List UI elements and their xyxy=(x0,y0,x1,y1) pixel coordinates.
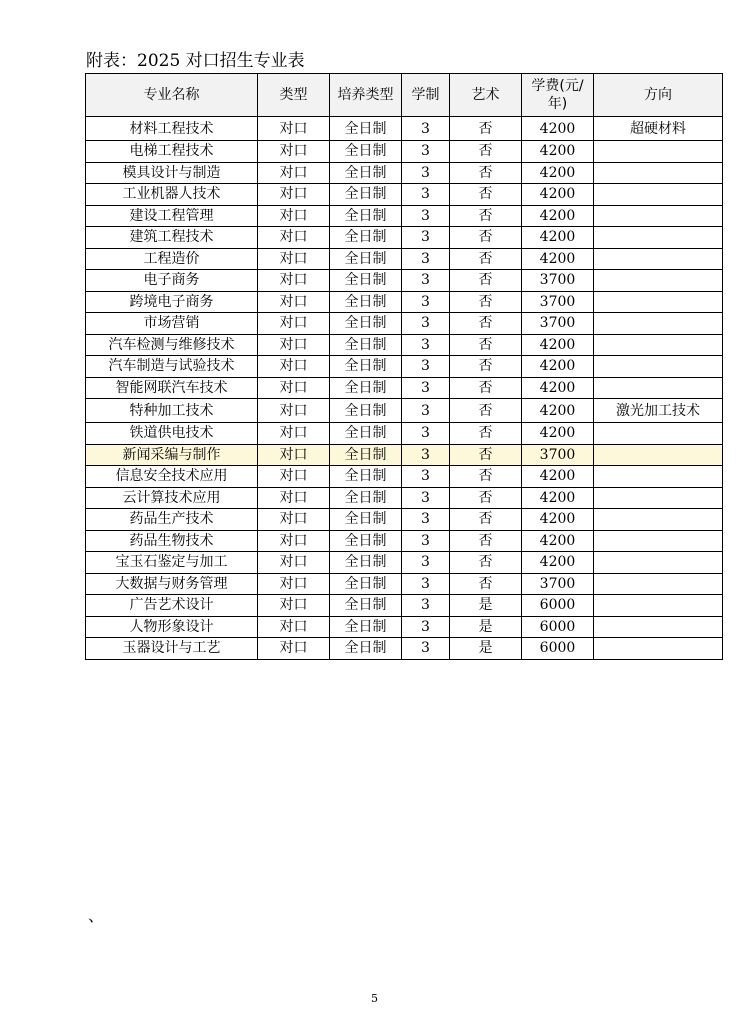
art-cell: 否 xyxy=(450,552,522,574)
direction-cell xyxy=(594,248,723,270)
tuition-cell: 4200 xyxy=(522,141,594,163)
art-cell: 否 xyxy=(450,117,522,141)
art-cell: 否 xyxy=(450,573,522,595)
major-name-cell: 电子商务 xyxy=(86,270,258,292)
major-name-cell: 药品生产技术 xyxy=(86,509,258,531)
duration-cell: 3 xyxy=(402,466,450,488)
art-cell: 否 xyxy=(450,291,522,313)
study-mode-cell: 全日制 xyxy=(330,444,402,466)
column-header: 类型 xyxy=(258,74,330,117)
direction-cell xyxy=(594,270,723,292)
study-mode-cell: 全日制 xyxy=(330,117,402,141)
art-cell: 否 xyxy=(450,270,522,292)
tuition-cell: 4200 xyxy=(522,552,594,574)
table-header-row xyxy=(86,74,723,117)
major-name-cell: 玉器设计与工艺 xyxy=(86,638,258,660)
tuition-cell: 4200 xyxy=(522,466,594,488)
study-mode-cell: 全日制 xyxy=(330,399,402,423)
tuition-cell: 3700 xyxy=(522,270,594,292)
duration-cell: 3 xyxy=(402,399,450,423)
study-mode-cell: 全日制 xyxy=(330,162,402,184)
art-cell: 是 xyxy=(450,595,522,617)
direction-cell xyxy=(594,509,723,531)
column-header: 培养类型 xyxy=(330,74,402,117)
tuition-cell: 4200 xyxy=(522,184,594,206)
art-cell: 否 xyxy=(450,423,522,445)
type-cell: 对口 xyxy=(258,638,330,660)
study-mode-cell: 全日制 xyxy=(330,509,402,531)
study-mode-cell: 全日制 xyxy=(330,291,402,313)
direction-cell: 激光加工技术 xyxy=(594,399,723,423)
tuition-cell: 4200 xyxy=(522,205,594,227)
art-cell: 否 xyxy=(450,141,522,163)
study-mode-cell: 全日制 xyxy=(330,313,402,335)
type-cell: 对口 xyxy=(258,313,330,335)
type-cell: 对口 xyxy=(258,377,330,399)
direction-cell xyxy=(594,552,723,574)
art-cell: 是 xyxy=(450,616,522,638)
study-mode-cell: 全日制 xyxy=(330,616,402,638)
document-title: 附表：2025 对口招生专业表 xyxy=(86,51,305,71)
tuition-cell: 6000 xyxy=(522,638,594,660)
tuition-cell: 4200 xyxy=(522,509,594,531)
study-mode-cell: 全日制 xyxy=(330,377,402,399)
study-mode-cell: 全日制 xyxy=(330,356,402,378)
duration-cell: 3 xyxy=(402,356,450,378)
tuition-cell: 4200 xyxy=(522,399,594,423)
study-mode-cell: 全日制 xyxy=(330,487,402,509)
major-name-cell: 工程造价 xyxy=(86,248,258,270)
type-cell: 对口 xyxy=(258,444,330,466)
tuition-cell: 3700 xyxy=(522,291,594,313)
type-cell: 对口 xyxy=(258,248,330,270)
major-name-cell: 智能网联汽车技术 xyxy=(86,377,258,399)
direction-cell xyxy=(594,313,723,335)
duration-cell: 3 xyxy=(402,162,450,184)
study-mode-cell: 全日制 xyxy=(330,573,402,595)
major-name-cell: 模具设计与制造 xyxy=(86,162,258,184)
study-mode-cell: 全日制 xyxy=(330,205,402,227)
major-name-cell: 建筑工程技术 xyxy=(86,227,258,249)
major-name-cell: 电梯工程技术 xyxy=(86,141,258,163)
type-cell: 对口 xyxy=(258,270,330,292)
table-row xyxy=(86,184,723,206)
duration-cell: 3 xyxy=(402,552,450,574)
table-row xyxy=(86,509,723,531)
table-row xyxy=(86,248,723,270)
major-name-cell: 人物形象设计 xyxy=(86,616,258,638)
type-cell: 对口 xyxy=(258,616,330,638)
direction-cell xyxy=(594,487,723,509)
art-cell: 否 xyxy=(450,466,522,488)
direction-cell xyxy=(594,291,723,313)
direction-cell xyxy=(594,356,723,378)
major-name-cell: 铁道供电技术 xyxy=(86,423,258,445)
duration-cell: 3 xyxy=(402,270,450,292)
table-row xyxy=(86,227,723,249)
study-mode-cell: 全日制 xyxy=(330,530,402,552)
table-row xyxy=(86,552,723,574)
table-row xyxy=(86,291,723,313)
direction-cell: 超硬材料 xyxy=(594,117,723,141)
table-row xyxy=(86,334,723,356)
art-cell: 否 xyxy=(450,227,522,249)
table-row xyxy=(86,162,723,184)
tuition-cell: 4200 xyxy=(522,530,594,552)
tuition-cell: 4200 xyxy=(522,334,594,356)
tuition-cell: 4200 xyxy=(522,162,594,184)
direction-cell xyxy=(594,616,723,638)
study-mode-cell: 全日制 xyxy=(330,466,402,488)
art-cell: 否 xyxy=(450,399,522,423)
study-mode-cell: 全日制 xyxy=(330,227,402,249)
table-row xyxy=(86,117,723,141)
table-row xyxy=(86,573,723,595)
tuition-cell: 4200 xyxy=(522,248,594,270)
major-name-cell: 汽车制造与试验技术 xyxy=(86,356,258,378)
art-cell: 否 xyxy=(450,509,522,531)
direction-cell xyxy=(594,205,723,227)
duration-cell: 3 xyxy=(402,205,450,227)
table-row xyxy=(86,313,723,335)
direction-cell xyxy=(594,334,723,356)
type-cell: 对口 xyxy=(258,356,330,378)
tuition-cell: 4200 xyxy=(522,377,594,399)
table-row xyxy=(86,205,723,227)
duration-cell: 3 xyxy=(402,423,450,445)
art-cell: 否 xyxy=(450,205,522,227)
duration-cell: 3 xyxy=(402,444,450,466)
study-mode-cell: 全日制 xyxy=(330,552,402,574)
art-cell: 否 xyxy=(450,184,522,206)
art-cell: 否 xyxy=(450,377,522,399)
tuition-cell: 4200 xyxy=(522,423,594,445)
tuition-cell: 4200 xyxy=(522,227,594,249)
major-name-cell: 药品生物技术 xyxy=(86,530,258,552)
duration-cell: 3 xyxy=(402,141,450,163)
type-cell: 对口 xyxy=(258,291,330,313)
type-cell: 对口 xyxy=(258,162,330,184)
column-header: 学制 xyxy=(402,74,450,117)
column-header: 方向 xyxy=(594,74,723,117)
major-name-cell: 云计算技术应用 xyxy=(86,487,258,509)
table-body xyxy=(86,117,723,660)
tuition-cell: 6000 xyxy=(522,616,594,638)
duration-cell: 3 xyxy=(402,530,450,552)
direction-cell xyxy=(594,227,723,249)
direction-cell xyxy=(594,141,723,163)
type-cell: 对口 xyxy=(258,141,330,163)
study-mode-cell: 全日制 xyxy=(330,184,402,206)
table-row xyxy=(86,399,723,423)
direction-cell xyxy=(594,638,723,660)
tuition-cell: 6000 xyxy=(522,595,594,617)
tuition-cell: 4200 xyxy=(522,356,594,378)
art-cell: 否 xyxy=(450,487,522,509)
study-mode-cell: 全日制 xyxy=(330,423,402,445)
art-cell: 否 xyxy=(450,313,522,335)
table-row xyxy=(86,487,723,509)
art-cell: 否 xyxy=(450,162,522,184)
art-cell: 否 xyxy=(450,356,522,378)
column-header: 艺术 xyxy=(450,74,522,117)
type-cell: 对口 xyxy=(258,399,330,423)
major-name-cell: 广告艺术设计 xyxy=(86,595,258,617)
direction-cell xyxy=(594,595,723,617)
duration-cell: 3 xyxy=(402,638,450,660)
art-cell: 否 xyxy=(450,530,522,552)
major-name-cell: 市场营销 xyxy=(86,313,258,335)
table-row xyxy=(86,444,723,466)
major-name-cell: 跨境电子商务 xyxy=(86,291,258,313)
duration-cell: 3 xyxy=(402,313,450,335)
study-mode-cell: 全日制 xyxy=(330,334,402,356)
type-cell: 对口 xyxy=(258,595,330,617)
duration-cell: 3 xyxy=(402,595,450,617)
type-cell: 对口 xyxy=(258,466,330,488)
study-mode-cell: 全日制 xyxy=(330,638,402,660)
duration-cell: 3 xyxy=(402,248,450,270)
column-header: 专业名称 xyxy=(86,74,258,117)
study-mode-cell: 全日制 xyxy=(330,141,402,163)
tuition-cell: 3700 xyxy=(522,313,594,335)
type-cell: 对口 xyxy=(258,552,330,574)
direction-cell xyxy=(594,530,723,552)
duration-cell: 3 xyxy=(402,334,450,356)
duration-cell: 3 xyxy=(402,573,450,595)
major-name-cell: 汽车检测与维修技术 xyxy=(86,334,258,356)
major-name-cell: 大数据与财务管理 xyxy=(86,573,258,595)
direction-cell xyxy=(594,466,723,488)
direction-cell xyxy=(594,423,723,445)
table-row xyxy=(86,595,723,617)
type-cell: 对口 xyxy=(258,487,330,509)
direction-cell xyxy=(594,444,723,466)
duration-cell: 3 xyxy=(402,117,450,141)
table-row xyxy=(86,466,723,488)
table-row xyxy=(86,423,723,445)
art-cell: 否 xyxy=(450,444,522,466)
duration-cell: 3 xyxy=(402,377,450,399)
duration-cell: 3 xyxy=(402,509,450,531)
page-mark: 、 xyxy=(88,906,105,925)
table-row xyxy=(86,638,723,660)
type-cell: 对口 xyxy=(258,117,330,141)
major-name-cell: 工业机器人技术 xyxy=(86,184,258,206)
direction-cell xyxy=(594,377,723,399)
table-row xyxy=(86,530,723,552)
table-row xyxy=(86,356,723,378)
duration-cell: 3 xyxy=(402,291,450,313)
major-name-cell: 宝玉石鉴定与加工 xyxy=(86,552,258,574)
study-mode-cell: 全日制 xyxy=(330,248,402,270)
direction-cell xyxy=(594,184,723,206)
direction-cell xyxy=(594,573,723,595)
art-cell: 否 xyxy=(450,334,522,356)
major-name-cell: 材料工程技术 xyxy=(86,117,258,141)
type-cell: 对口 xyxy=(258,573,330,595)
major-name-cell: 新闻采编与制作 xyxy=(86,444,258,466)
duration-cell: 3 xyxy=(402,616,450,638)
table-row xyxy=(86,141,723,163)
type-cell: 对口 xyxy=(258,530,330,552)
type-cell: 对口 xyxy=(258,334,330,356)
table-row xyxy=(86,377,723,399)
major-name-cell: 信息安全技术应用 xyxy=(86,466,258,488)
column-header: 学费(元/年) xyxy=(522,74,594,117)
major-name-cell: 建设工程管理 xyxy=(86,205,258,227)
type-cell: 对口 xyxy=(258,509,330,531)
direction-cell xyxy=(594,162,723,184)
tuition-cell: 3700 xyxy=(522,573,594,595)
type-cell: 对口 xyxy=(258,423,330,445)
art-cell: 是 xyxy=(450,638,522,660)
tuition-cell: 4200 xyxy=(522,117,594,141)
table-row xyxy=(86,616,723,638)
page-number: 5 xyxy=(371,992,378,1005)
type-cell: 对口 xyxy=(258,184,330,206)
tuition-cell: 3700 xyxy=(522,444,594,466)
type-cell: 对口 xyxy=(258,205,330,227)
study-mode-cell: 全日制 xyxy=(330,595,402,617)
majors-table xyxy=(85,73,723,660)
art-cell: 否 xyxy=(450,248,522,270)
tuition-cell: 4200 xyxy=(522,487,594,509)
table-row xyxy=(86,270,723,292)
duration-cell: 3 xyxy=(402,184,450,206)
duration-cell: 3 xyxy=(402,487,450,509)
major-name-cell: 特种加工技术 xyxy=(86,399,258,423)
study-mode-cell: 全日制 xyxy=(330,270,402,292)
duration-cell: 3 xyxy=(402,227,450,249)
type-cell: 对口 xyxy=(258,227,330,249)
